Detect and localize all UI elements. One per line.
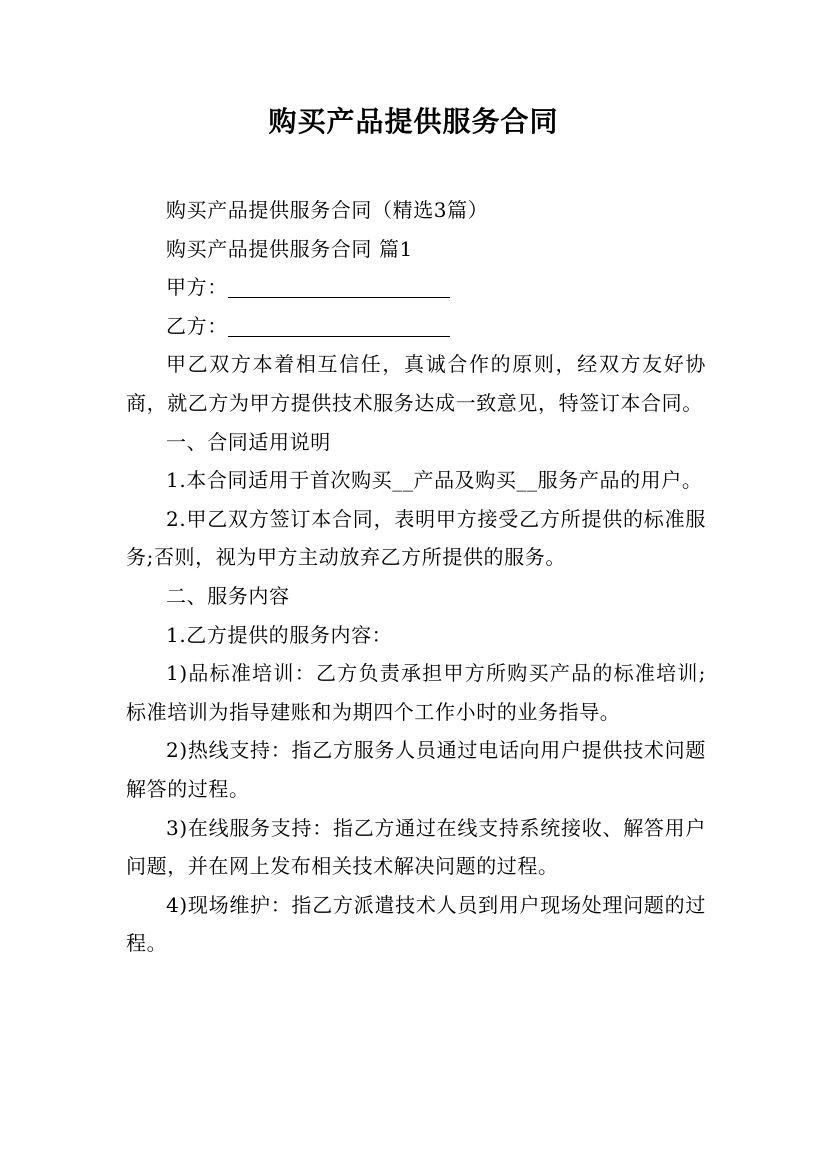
document-body [126, 191, 706, 963]
paragraph-services-intro: 1.乙方提供的服务内容： [166, 622, 393, 647]
paragraph-service-online: 3)在线服务支持：指乙方通过在线支持系统接收、解答用户问题，并在网上发布相关技术解决问题的过程。 [126, 815, 706, 879]
party-a-line [126, 268, 706, 307]
document-subtitle: 购买产品提供服务合同（精选3篇） [166, 198, 489, 222]
heading-services: 二、服务内容 [166, 583, 290, 608]
party-a-label: 甲方： [166, 275, 228, 300]
section-heading: 购买产品提供服务合同 篇1 [166, 236, 413, 261]
paragraph-scope-2: 2.甲乙双方签订本合同，表明甲方接受乙方所提供的标准服务;否则，视为甲方主动放弃乙方所提供的服务。 [126, 506, 706, 570]
party-b-line [126, 307, 706, 346]
paragraph-service-hotline: 2)热线支持：指乙方服务人员通过电话向用户提供技术问题解答的过程。 [126, 738, 706, 801]
party-b-blank [228, 314, 450, 337]
party-a-blank [228, 275, 450, 298]
document-title: 购买产品提供服务合同 [268, 105, 559, 138]
paragraph-scope-1: 1.本合同适用于首次购买__产品及购买__服务产品的用户。 [166, 468, 703, 493]
paragraph-preamble: 甲乙双方本着相互信任，真诚合作的原则，经双方友好协商，就乙方为甲方提供技术服务达成一致意见，特签订本合同。 [126, 352, 706, 415]
party-b-label: 乙方： [166, 313, 228, 338]
paragraph-service-training: 1)品标准培训：乙方负责承担甲方所购买产品的标准培训;标准培训为指导建账和为期四个工作小时的业务指导。 [126, 661, 706, 724]
paragraph-service-onsite: 4)现场维护：指乙方派遣技术人员到用户现场处理问题的过程。 [126, 892, 706, 956]
heading-scope: 一、合同适用说明 [166, 429, 331, 454]
